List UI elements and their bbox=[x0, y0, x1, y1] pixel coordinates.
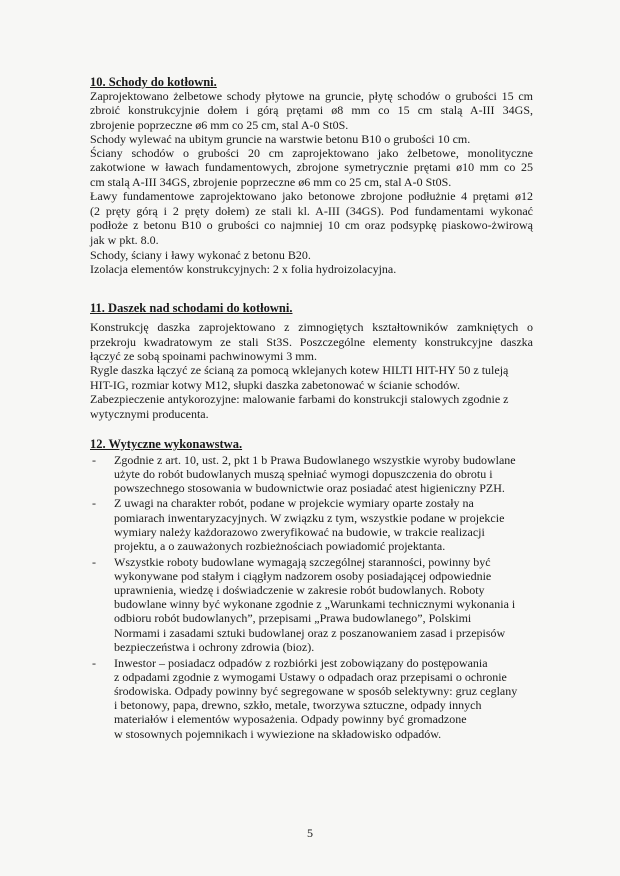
text-line: Normami i zasadami sztuki budowlanej oraz z poszanowaniem zasad i przepisów bbox=[114, 626, 506, 640]
list-dash: - bbox=[92, 453, 96, 467]
section-11-title: 11. Daszek nad schodami do kotłowni. bbox=[90, 301, 293, 315]
text-line: zakotwione w ławach fundamentowych, zbrojone symetrycznie prętami ø10 mm co 25 bbox=[90, 160, 533, 174]
text-line: odbioru robót budowlanych”, przepisami „Prawa budowlanego”, Polskimi bbox=[114, 611, 472, 625]
text-line: i betonowy, papa, drewno, szkło, metale, tworzywa sztuczne, odpady innych bbox=[114, 698, 482, 712]
text-line: materiałów i elementów wyposażenia. Odpady powinny być gromadzone bbox=[114, 712, 467, 726]
text-line: środowiska. Odpady powinny być segregowane w sposób selektywny: gruz ceglany bbox=[114, 684, 518, 698]
text-line: Z uwagi na charakter robót, podane w projekcie wymiary oparte zostały na bbox=[114, 496, 474, 510]
text-line: Schody, ściany i ławy wykonać z betonu B20. bbox=[90, 248, 311, 262]
text-line: uprawnienia, wiedzę i doświadczenie w zakresie robót budowlanych. Roboty bbox=[114, 583, 485, 597]
text-line: bezpieczeństwa i ochrony zdrowia (bioz). bbox=[114, 640, 315, 654]
text-line: przekroju kwadratowym ze stali St3S. Poszczególne elementy konstrukcyjne daszka bbox=[90, 335, 533, 349]
page-number: 5 bbox=[307, 826, 313, 840]
text-line: pomiarach inwentaryzacyjnych. W związku z tym, wszystkie podane w projekcie bbox=[114, 511, 505, 525]
text-line: wymiary należy każdorazowo zweryfikować na budowie, w trakcie realizacji bbox=[114, 525, 485, 539]
list-dash: - bbox=[92, 656, 96, 670]
text-line: wykonywane pod stałym i ciągłym nadzorem osoby posiadającej odpowiednie bbox=[114, 569, 492, 583]
list-dash: - bbox=[92, 555, 96, 569]
text-line: zbrojenie poprzeczne ø6 mm co 25 cm, stal A-0 St0S. bbox=[90, 118, 349, 132]
text-line: cm stalą A-III 34GS, zbrojenie poprzeczne ø6 mm co 25 cm, stal A-0 St0S. bbox=[90, 175, 452, 189]
section-12-title: 12. Wytyczne wykonawstwa. bbox=[90, 437, 243, 451]
text-line: Schody wylewać na ubitym gruncie na warstwie betonu B10 o grubości 10 cm. bbox=[90, 132, 471, 146]
text-line: Wszystkie roboty budowlane wymagają szczególnej staranności, powinny być bbox=[114, 555, 491, 569]
text-line: podłoże z betonu B10 o grubości co najmniej 10 cm oraz podsypkę piaskowo-żwirową bbox=[90, 218, 533, 232]
text-line: łączyć ze sobą spoinami pachwinowymi 3 mm. bbox=[90, 349, 317, 363]
text-line: jak w pkt. 8.0. bbox=[90, 233, 159, 247]
text-line: zbroić konstrukcyjnie dołem i górą prętami ø8 mm co 15 cm stalą A-III 34GS, bbox=[90, 103, 533, 117]
text-line: HIT-IG, rozmiar kotwy M12, słupki daszka zabetonować w ścianie schodów. bbox=[90, 378, 461, 392]
text-line: powszechnego stosowania w budownictwie oraz posiadać atest higieniczny PZH. bbox=[114, 481, 505, 495]
text-line: projektu, a o zauważonych rozbieżnościach powiadomić projektanta. bbox=[114, 539, 446, 553]
text-line: Ściany schodów o grubości 20 cm zaprojektowano jako żelbetowe, monolityczne bbox=[90, 146, 533, 160]
text-line: Izolacja elementów konstrukcyjnych: 2 x folia hydroizolacyjna. bbox=[90, 262, 397, 276]
text-line: wytycznymi producenta. bbox=[90, 407, 209, 421]
text-line: Zaprojektowano żelbetowe schody płytowe na gruncie, płytę schodów o grubości 15 cm bbox=[90, 89, 533, 103]
text-line: Ławy fundamentowe zaprojektowano jako betonowe zbrojone podłużnie 4 prętami ø12 bbox=[90, 189, 533, 203]
text-line: Konstrukcję daszka zaprojektowano z zimnogiętych kształtowników zamkniętych o bbox=[90, 320, 533, 334]
text-line: (2 pręty górą i 2 pręty dołem) ze stali kl. A-III (34GS). Pod fundamentami wykonać bbox=[90, 204, 533, 218]
text-line: Zgodnie z art. 10, ust. 2, pkt 1 b Prawa Budowlanego wszystkie wyroby budowlane bbox=[114, 453, 516, 467]
text-line: z odpadami zgodnie z wymogami Ustawy o odpadach oraz przepisami o ochronie bbox=[114, 670, 507, 684]
list-dash: - bbox=[92, 496, 96, 510]
text-line: budowlane winny być wykonane zgodnie z „Warunkami technicznymi wykonania i bbox=[114, 597, 516, 611]
section-10-title: 10. Schody do kotłowni. bbox=[90, 75, 217, 89]
text-line: Rygle daszka łączyć ze ścianą za pomocą wklejanych kotew HILTI HIT-HY 50 z tuleją bbox=[90, 363, 509, 377]
text-line: Zabezpieczenie antykorozyjne: malowanie farbami do konstrukcji stalowych zgodnie z bbox=[90, 392, 509, 406]
text-line: Inwestor – posiadacz odpadów z rozbiórki jest zobowiązany do postępowania bbox=[114, 656, 488, 670]
text-line: użyte do robót budowlanych muszą spełniać wymogi dopuszczenia do obrotu i bbox=[114, 467, 493, 481]
text-line: w stosownych pojemnikach i wywiezione na składowisko odpadów. bbox=[114, 727, 442, 741]
